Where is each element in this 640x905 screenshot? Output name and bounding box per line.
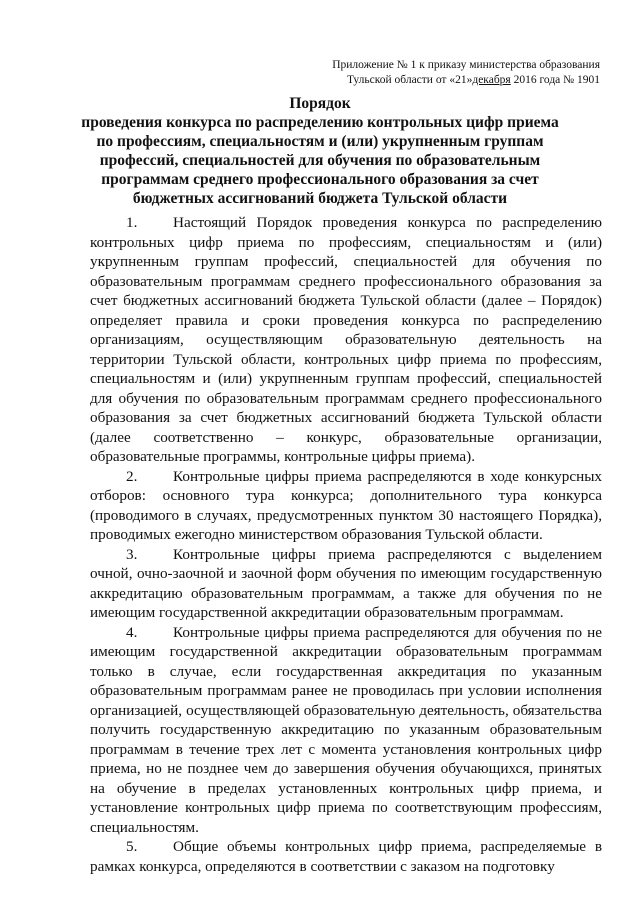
appendix-line-2 bbox=[320, 73, 600, 88]
paragraph-number: 1. bbox=[126, 214, 138, 231]
appendix-line-1: Приложение № 1 к приказу министерства образования bbox=[332, 59, 600, 71]
paragraph-text: Контрольные цифры приема распределяются для обучения по не имеющим государственной аккредитации образовательным программам только в случае, если государственная аккредитация по указанным образовательным программам ранее не проводилась при условии исполнения организацией, осуществляющей образовательную деятельность, обязательства получить государственную аккредитацию по указанным образовательным программам в течение трех лет с момента установления контрольных цифр приема, но не позднее чем до завершения обучения обучающихся, принятых на обучение в пределах установленных контрольных цифр приема, и установление контрольных цифр приема по соответствующим профессиям, специальностям. bbox=[90, 623, 602, 836]
document-body bbox=[90, 213, 602, 876]
title-heading: Порядок bbox=[289, 95, 351, 112]
appendix-month: декабря bbox=[472, 74, 511, 86]
appendix-order-number: 2016 года № 1901 bbox=[510, 74, 600, 86]
paragraph-1 bbox=[90, 213, 602, 467]
paragraph-text: Контрольные цифры приема распределяются с выделением очной, очно-заочной и заочной форм обучения по имеющим государственную аккредитацию образовательным программам, а также для обучения по не имеющим государственной аккредитации образовательным программам. bbox=[90, 545, 602, 621]
paragraph-text: Общие объемы контрольных цифр приема, распределяемые в рамках конкурса, определяются в соответствии с заказом на подготовку bbox=[90, 838, 602, 875]
paragraph-number: 4. bbox=[126, 623, 138, 641]
document-title bbox=[80, 94, 560, 208]
appendix-header bbox=[320, 58, 600, 88]
paragraph-3 bbox=[90, 545, 602, 623]
paragraph-text: Контрольные цифры приема распределяются в ходе конкурсных отборов: основного тура конкурса; дополнительного тура конкурса (проводимого в случаях, предусмотренных пунктом 30 настоящего Порядка), проводимых ежегодно министерством образования Тульской области. bbox=[90, 467, 602, 543]
paragraph-text: Настоящий Порядок проведения конкурса по распределению контрольных цифр приема по профессиям, специальностям и (или) укрупненным группам профессий, специальностей для обучения по образовательным программам среднего профессионального образования за счет бюджетных ассигнований бюджета Тульской области (далее – Порядок) определяет правила и сроки проведения конкурса по распределению организациям, осуществляющим образовательную деятельность на территории Тульской области, контрольных цифр приема по профессиям, специальностям и (или) укрупненным группам профессий, специальностей для обучения по образовательным программам среднего профессионального образования за счет бюджетных ассигнований бюджета Тульской области (далее соответственно – конкурс, образовательные организации, образовательные программы, контрольные цифры приема). bbox=[90, 214, 602, 465]
paragraph-number: 2. bbox=[126, 467, 138, 485]
paragraph-number: 3. bbox=[126, 545, 138, 563]
paragraph-2 bbox=[90, 467, 602, 545]
appendix-date-prefix: Тульской области от «21» bbox=[346, 74, 473, 86]
paragraph-4 bbox=[90, 623, 602, 838]
paragraph-number: 5. bbox=[126, 838, 138, 855]
paragraph-5 bbox=[90, 837, 602, 876]
title-subheading: проведения конкурса по распределению контрольных цифр приема по профессиям, специальностям и (или) укрупненным группам профессий, специальностей для обучения по образовательным программам среднего профессионального образования за счет бюджетных ассигнований бюджета Тульской области bbox=[81, 114, 559, 207]
